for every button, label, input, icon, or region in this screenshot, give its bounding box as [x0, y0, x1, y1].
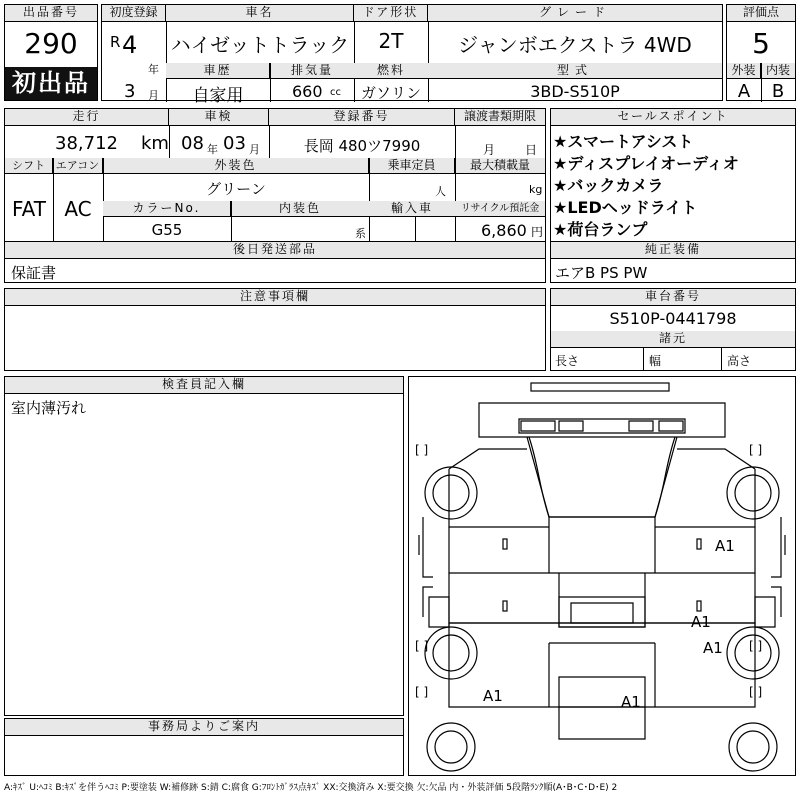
transfer-day-unit: 日: [525, 143, 538, 157]
fuel-header: 燃料: [354, 63, 428, 79]
equipment-box: [550, 241, 796, 283]
grade-header: グレード: [428, 5, 722, 22]
inspection-year-unit: 年: [207, 143, 218, 156]
sales-points-box: [550, 108, 796, 242]
first-reg-header: 初度登録: [102, 5, 166, 22]
max-load-header: 最大積載量: [455, 158, 545, 174]
first-listing-label: 初出品: [12, 69, 90, 97]
inspector-box: [4, 376, 404, 716]
exterior-color-value: グリーン: [206, 180, 266, 198]
inspector-note: 室内薄汚れ: [11, 399, 87, 417]
mileage-header: 走行: [5, 109, 169, 126]
model-value: 3BD-S510P: [530, 82, 620, 101]
inspection-month: 03: [223, 133, 246, 154]
displacement-unit: cc: [330, 87, 341, 98]
sales-point-3: ★バックカメラ: [553, 176, 664, 195]
mileage-unit: km: [141, 133, 169, 154]
damage-mark: A1: [621, 693, 641, 711]
history-header: 車歴: [166, 63, 270, 79]
first-reg-year: 4: [122, 31, 138, 59]
mileage-value: 38,712: [55, 133, 118, 154]
door-type: 2T: [378, 29, 404, 53]
aircon-header: エアコン: [53, 158, 103, 174]
first-reg-year-unit: 年: [148, 63, 159, 76]
office-box: [4, 718, 404, 776]
equipment-value: エアB PS PW: [555, 264, 648, 282]
interior-color-header: 内装色: [231, 201, 369, 217]
interior-color-unit: 系: [355, 227, 366, 240]
chassis-box: [550, 288, 796, 371]
car-name: ハイゼットトラック: [170, 33, 350, 57]
damage-mark: A1: [691, 613, 711, 631]
office-header: 事務局よりご案内: [5, 719, 403, 736]
ext-rating-header: 外装: [727, 63, 761, 79]
later-parts-value: 保証書: [11, 264, 57, 282]
rating-box: [726, 4, 796, 101]
legend-text: A:ｷｽﾞ U:ﾍｺﾐ B:ｷｽﾞを伴うﾍｺﾐ P:要塗装 W:補修跡 S:錆 C:腐食 G:ﾌﾛﾝﾄｶﾞﾗｽ点ｷｽﾞ XX:交換済み X:要交換 欠:欠品 内・外装評価 5段階ﾗﾝｸ順(A･B･C･D･E) 2: [4, 783, 618, 793]
bracket-left-mid: [ ]: [415, 639, 429, 653]
shift-header: シフト: [5, 158, 53, 174]
bracket-right-bot: [ ]: [749, 685, 763, 699]
inspection-year: 08: [181, 133, 204, 154]
color-no-value: G55: [151, 221, 183, 239]
rating-score: 5: [752, 27, 770, 60]
recycle-unit: 円: [531, 225, 544, 239]
sales-points-header: セールスポイント: [551, 109, 795, 126]
bracket-right-top: [ ]: [749, 443, 763, 457]
sales-point-1: ★スマートアシスト: [553, 132, 694, 151]
transfer-month-unit: 月: [483, 143, 496, 157]
plate-value: 長岡 480ツ7990: [303, 137, 421, 155]
model-header: 型式: [428, 63, 722, 79]
ext-rating: A: [737, 81, 751, 102]
chassis-header: 車台番号: [551, 289, 795, 306]
notes-header: 注意事項欄: [5, 289, 545, 306]
capacity-unit: 人: [435, 185, 446, 198]
bracket-right-mid: [ ]: [749, 639, 763, 653]
recycle-header: リサイクル預託金: [455, 201, 545, 217]
int-rating-header: 内装: [761, 63, 795, 79]
first-reg-month-unit: 月: [148, 89, 159, 102]
first-reg-month: 3: [124, 81, 136, 102]
max-load-unit: kg: [529, 183, 543, 196]
inspection-header: 車検: [169, 109, 269, 126]
aircon-value: AC: [64, 197, 92, 221]
sales-point-2: ★ディスプレイオーディオ: [553, 154, 739, 173]
damage-mark: A1: [715, 537, 735, 555]
truck-diagram: [409, 377, 795, 775]
transfer-header: 譲渡書類期限: [455, 109, 545, 126]
damage-diagram: [408, 376, 796, 776]
later-parts-header: 後日発送部品: [5, 242, 545, 259]
first-listing-badge: [5, 67, 97, 100]
equipment-header: 純正装備: [551, 242, 795, 259]
dims-width: 幅: [649, 354, 662, 368]
exterior-color-header: 外装色: [103, 158, 369, 174]
bracket-left-top: [ ]: [415, 443, 429, 457]
lot-number: 290: [24, 27, 78, 60]
bracket-left-bot: [ ]: [415, 685, 429, 699]
later-parts-box: [4, 241, 546, 283]
recycle-value: 6,860: [481, 221, 527, 240]
first-reg-era: R: [110, 33, 121, 51]
door-header: ドア形状: [354, 5, 428, 22]
int-rating: B: [771, 81, 785, 102]
damage-mark: A1: [483, 687, 503, 705]
displacement-value: 660: [292, 82, 323, 101]
notes-box: [4, 288, 546, 371]
inspection-month-unit: 月: [249, 143, 260, 156]
color-no-header: カラーNo.: [103, 201, 231, 217]
car-name-header: 車名: [166, 5, 354, 22]
shift-value: FAT: [11, 197, 46, 221]
grade-value: ジャンボエクストラ 4WD: [458, 33, 692, 57]
plate-header: 登録番号: [269, 109, 455, 126]
chassis-value: S510P-0441798: [609, 309, 737, 328]
fuel-value: ガソリン: [360, 84, 421, 102]
dims-height: 高さ: [727, 354, 752, 368]
top-info-box: [101, 4, 723, 106]
rating-header: 評価点: [727, 5, 795, 22]
inspector-header: 検査員記入欄: [5, 377, 403, 394]
import-header: 輸入車: [369, 201, 455, 217]
sales-point-5: ★荷台ランプ: [553, 220, 648, 239]
detail-box: [4, 108, 546, 242]
dims-header: 諸元: [551, 331, 795, 348]
damage-mark: A1: [703, 639, 723, 657]
lot-box: [4, 4, 98, 101]
capacity-header: 乗車定員: [369, 158, 455, 174]
sales-point-4: ★LEDヘッドライト: [553, 198, 698, 217]
dims-length: 長さ: [555, 354, 580, 368]
displacement-header: 排気量: [270, 63, 354, 79]
car-history: 自家用: [192, 86, 244, 106]
lot-header: 出品番号: [5, 5, 97, 22]
